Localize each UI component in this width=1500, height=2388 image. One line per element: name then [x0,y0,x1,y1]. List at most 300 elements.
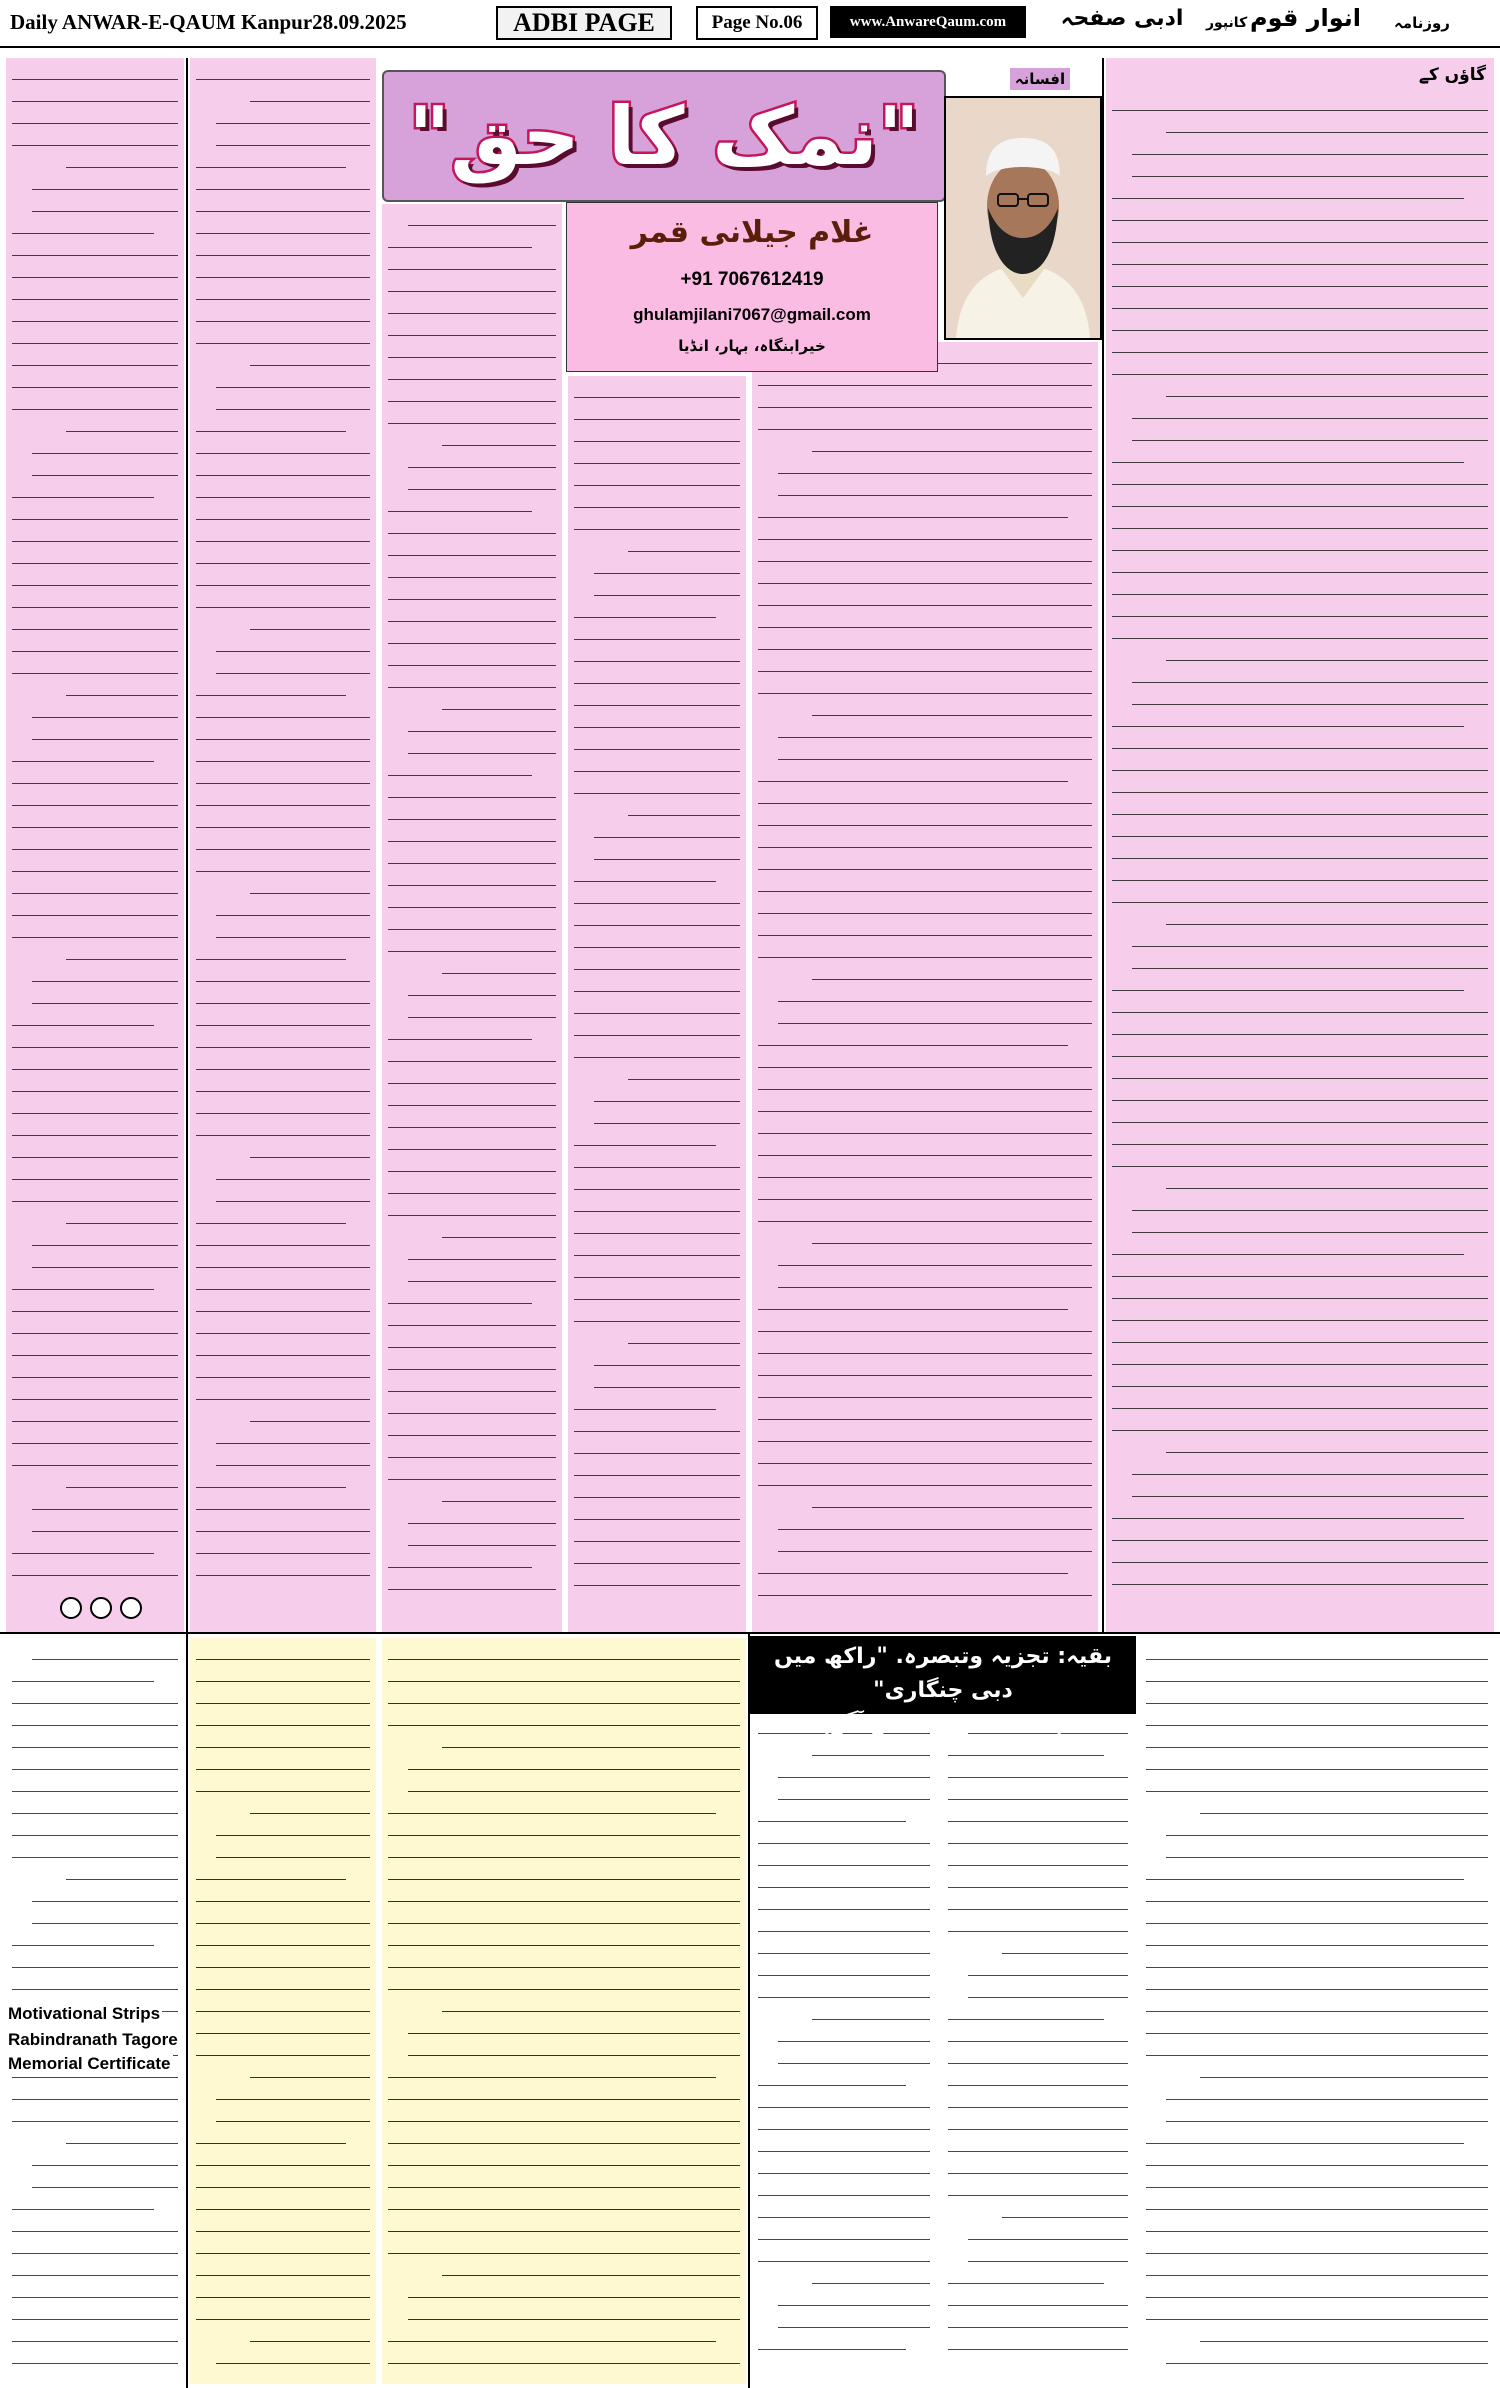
text-line [196,2298,370,2320]
text-line [196,1202,346,1224]
text-line [12,1004,154,1026]
text-line [12,762,178,784]
text-line [758,1464,1092,1486]
author-email[interactable]: ghulamjilani7067@gmail.com [633,305,871,324]
text-line [948,2174,1128,2196]
text-line [948,2152,1128,2174]
text-line [388,600,556,622]
text-line [1146,2254,1488,2276]
text-line [1112,1343,1488,1365]
text-line [12,1092,178,1114]
text-line [12,322,178,344]
text-line [12,740,154,762]
text-line [12,476,154,498]
text-line [216,894,370,916]
text-line [1112,1541,1488,1563]
text-line [12,366,178,388]
text-line [408,1524,556,1546]
text-line [1166,639,1488,661]
text-line [388,1084,556,1106]
text-line [1112,793,1488,815]
text-line [388,644,556,666]
text-line [948,2262,1104,2284]
text-line [388,1128,556,1150]
text-line [574,1388,716,1410]
text-line [1146,1704,1488,1726]
story-text-lines [1106,89,1494,1585]
review-text-lines [942,1712,1134,2350]
text-line [758,1288,1068,1310]
text-line [12,1136,178,1158]
text-line [12,1836,178,1858]
text-line [758,914,1092,936]
text-line [778,1002,1092,1024]
text-line [388,1106,556,1128]
text-line [408,1260,556,1282]
text-line [196,1312,370,1334]
text-line [778,2042,930,2064]
text-line [32,982,178,1004]
text-line [574,1190,740,1212]
text-line [12,542,178,564]
text-line [1132,155,1488,177]
text-line [1112,595,1488,617]
story-column-6 [6,58,184,1632]
text-line [216,102,370,124]
story-text-lines [568,376,746,1586]
text-line [196,1510,370,1532]
text-line [1146,2276,1488,2298]
text-line [388,776,556,798]
text-line [32,1488,178,1510]
text-line [12,256,178,278]
text-line [388,314,556,336]
text-line [778,716,1092,738]
text-line [758,1376,1092,1398]
text-line [574,662,740,684]
text-line [1132,661,1488,683]
text-line [12,2188,154,2210]
text-line [196,1004,370,1026]
text-line [758,672,1092,694]
text-line [408,1748,740,1770]
column-heading: گاؤں کے [1418,65,1486,85]
text-line [1146,1726,1488,1748]
text-line [66,146,178,168]
text-line [388,2188,740,2210]
story-end-marker [60,1597,142,1619]
text-line [32,190,178,212]
text-line [442,1990,740,2012]
text-line [32,168,178,190]
text-line [388,1392,556,1414]
text-line [758,1574,1092,1596]
text-line [388,1968,740,1990]
text-line [1112,243,1488,265]
text-line [388,2122,740,2144]
text-line [32,2144,178,2166]
text-line [574,442,740,464]
text-line [778,980,1092,1002]
text-line [778,1778,930,1800]
text-line [948,1778,1128,1800]
text-line [1112,815,1488,837]
text-line [408,2276,740,2298]
text-line [948,1800,1128,1822]
text-line [388,2078,740,2100]
text-line [388,1194,556,1216]
text-line [196,58,370,80]
text-line [758,1046,1092,1068]
text-line [1112,89,1488,111]
text-line [574,1212,740,1234]
text-line [1146,1880,1488,1902]
text-line [574,618,740,640]
text-line [388,886,556,908]
text-line [196,938,346,960]
text-line [388,358,556,380]
text-line [574,860,716,882]
text-line [1112,881,1488,903]
text-line [812,1998,930,2020]
text-line [442,1480,556,1502]
text-line [812,1222,1092,1244]
column-divider [186,58,188,1632]
text-line [12,1334,178,1356]
text-line [778,2284,930,2306]
text-line [574,992,740,1014]
text-line [388,754,532,776]
text-line [196,674,346,696]
text-line [574,1454,740,1476]
text-line [778,1756,930,1778]
text-line [1146,1946,1488,1968]
text-line [812,694,1092,716]
text-line [66,2122,178,2144]
text-line [196,2188,370,2210]
author-box [566,202,938,372]
urdu-city: کانپور [1206,15,1248,31]
text-line [32,696,178,718]
text-line [388,1282,532,1304]
text-line [32,432,178,454]
text-line [574,970,740,992]
text-line [388,1880,740,1902]
story-text-lines [190,58,376,1576]
text-line [12,850,178,872]
text-line [574,926,740,948]
urdu-daily: روزنامہ [1394,14,1450,32]
text-line [1132,133,1488,155]
text-line [408,974,556,996]
text-line [758,2064,906,2086]
text-line [388,490,532,512]
text-line [196,1488,370,1510]
text-line [1132,1475,1488,1497]
review-column-c [752,1712,936,2384]
text-line [948,1844,1128,1866]
text-line [758,848,1092,870]
text-line [812,1486,1092,1508]
text-line [758,826,1092,848]
text-line [196,2122,346,2144]
text-line [758,2152,930,2174]
author-phone: +91 7067612419 [680,269,824,290]
text-line [216,124,370,146]
website-link[interactable]: www.AnwareQaum.com [830,6,1026,38]
text-line [66,674,178,696]
text-line [196,2232,370,2254]
text-line [388,512,556,534]
text-line [408,732,556,754]
urdu-paper-name: انوار قوم [1250,4,1362,32]
text-line [1132,1211,1488,1233]
text-line [1200,2320,1488,2342]
story-column-3 [568,376,746,1632]
text-line [196,190,370,212]
text-line [758,1954,930,1976]
text-line [196,1026,370,1048]
text-line [594,816,740,838]
text-line [1112,617,1488,639]
text-line [1112,837,1488,859]
text-line [196,212,370,234]
story-title: "نمک کا حق" [408,89,920,183]
review-column-e [190,1638,376,2384]
review-column-b [942,1712,1134,2384]
text-line [12,2078,178,2100]
story-column-1 [1106,58,1494,1632]
text-line [388,908,556,930]
text-line [1166,2078,1488,2100]
text-line [778,2020,930,2042]
text-line [758,760,1068,782]
text-line [32,1902,178,1924]
text-line [574,1234,740,1256]
text-line [250,1792,370,1814]
text-line [196,256,370,278]
text-line [758,1134,1092,1156]
text-line [408,1238,556,1260]
text-line [1112,749,1488,771]
text-line [574,904,740,926]
text-line [1112,1101,1488,1123]
text-line [388,270,556,292]
text-line [594,552,740,574]
text-line [594,838,740,860]
text-line [442,424,556,446]
text-line [1132,1189,1488,1211]
english-mention: Memorial Certificate [8,2054,171,2073]
text-line [758,1024,1068,1046]
text-line [948,1888,1128,1910]
text-line [812,958,1092,980]
text-line [948,2064,1128,2086]
text-line [594,1366,740,1388]
text-line [594,1102,740,1124]
text-line [196,718,370,740]
text-line [250,2056,370,2078]
text-line [758,1442,1092,1464]
story-text-lines [382,204,562,1590]
text-line [12,520,178,542]
text-line [758,1800,906,1822]
text-line [628,1322,740,1344]
text-line [1146,1770,1488,1792]
text-line [12,1660,154,1682]
story-text-lines [752,342,1098,1596]
text-line [628,794,740,816]
text-line [408,2298,740,2320]
text-line [12,212,154,234]
section-label: ADBI PAGE [496,6,672,40]
text-line [1112,1563,1488,1585]
text-line [1146,2298,1488,2320]
text-line [12,234,178,256]
text-line [12,2254,178,2276]
text-line [388,1040,556,1062]
text-line [758,2086,930,2108]
text-line [408,996,556,1018]
text-line [408,2034,740,2056]
text-line [1166,2342,1488,2364]
text-line [216,916,370,938]
text-line [216,1158,370,1180]
text-line [388,1902,740,1924]
text-line [12,1532,154,1554]
author-place: خیرابنگاہ، بہار، انڈیا [678,337,826,355]
text-line [574,728,740,750]
text-line [66,1858,178,1880]
text-line [408,1502,556,1524]
column-divider [748,1634,750,2388]
text-line [758,650,1092,672]
text-line [758,1822,930,1844]
text-line [388,1458,556,1480]
text-line [574,882,740,904]
text-line [388,1704,740,1726]
text-line [216,1836,370,1858]
text-line [196,454,370,476]
text-line [32,1246,178,1268]
text-line [778,452,1092,474]
text-line [594,574,740,596]
text-line [388,2056,716,2078]
text-line [388,1172,556,1194]
text-line [408,446,556,468]
text-line [758,606,1092,628]
text-line [1112,265,1488,287]
text-line [574,486,740,508]
text-line [12,1114,178,1136]
text-line [1166,1167,1488,1189]
text-line [574,1300,740,1322]
text-line [1166,375,1488,397]
text-line [250,80,370,102]
text-line [196,234,370,256]
text-line [574,1168,740,1190]
text-line [388,2210,740,2232]
text-line [66,410,178,432]
text-line [948,1998,1104,2020]
review-column-a [1140,1638,1494,2384]
text-line [196,762,370,784]
text-line [196,784,370,806]
text-line [12,1946,178,1968]
text-line [388,666,556,688]
story-title-banner [382,70,946,202]
text-line [1112,1387,1488,1409]
text-line [12,1748,178,1770]
text-line [1132,419,1488,441]
text-line [758,1910,930,1932]
text-line [388,2342,740,2364]
text-line [1112,1233,1464,1255]
text-line [1146,1968,1488,1990]
text-line [1112,309,1488,331]
text-line [758,1932,930,1954]
text-line [968,2218,1128,2240]
text-line [948,2328,1128,2350]
text-line [388,1304,556,1326]
text-line [32,1638,178,1660]
text-line [388,864,556,886]
text-line [758,1112,1092,1134]
story-column-5 [190,58,376,1632]
text-line [12,300,178,322]
continuation-page-ref: (صفحہ نمبر 7 سے آگے) [820,1712,1066,1737]
text-line [1112,1057,1488,1079]
text-line [1146,1858,1464,1880]
text-line [758,518,1092,540]
text-line [1112,221,1488,243]
text-line [778,1508,1092,1530]
text-line [574,1476,740,1498]
text-line [12,1814,178,1836]
text-line [12,1048,178,1070]
english-mention: Motivational Strips [8,2004,161,2023]
text-line [408,468,556,490]
text-line [12,784,178,806]
text-line [948,1822,1128,1844]
text-line [388,248,556,270]
text-line [12,1924,154,1946]
text-line [12,1290,178,1312]
text-line [408,710,556,732]
text-line [758,1332,1092,1354]
text-line [12,2100,178,2122]
text-line [388,2320,716,2342]
text-line [1112,441,1464,463]
text-line [758,496,1068,518]
text-line [32,1224,178,1246]
story-text-lines [6,58,184,1576]
text-line [948,1910,1128,1932]
text-line [388,820,556,842]
text-line [758,2218,930,2240]
text-line [12,872,178,894]
text-line [1200,1792,1488,1814]
text-line [574,1520,740,1542]
text-line [388,1660,740,1682]
text-line [574,1410,740,1432]
text-line [388,292,556,314]
text-line [948,2108,1128,2130]
text-line [388,226,532,248]
text-line [388,336,556,358]
text-line [388,1062,556,1084]
text-line [196,564,370,586]
